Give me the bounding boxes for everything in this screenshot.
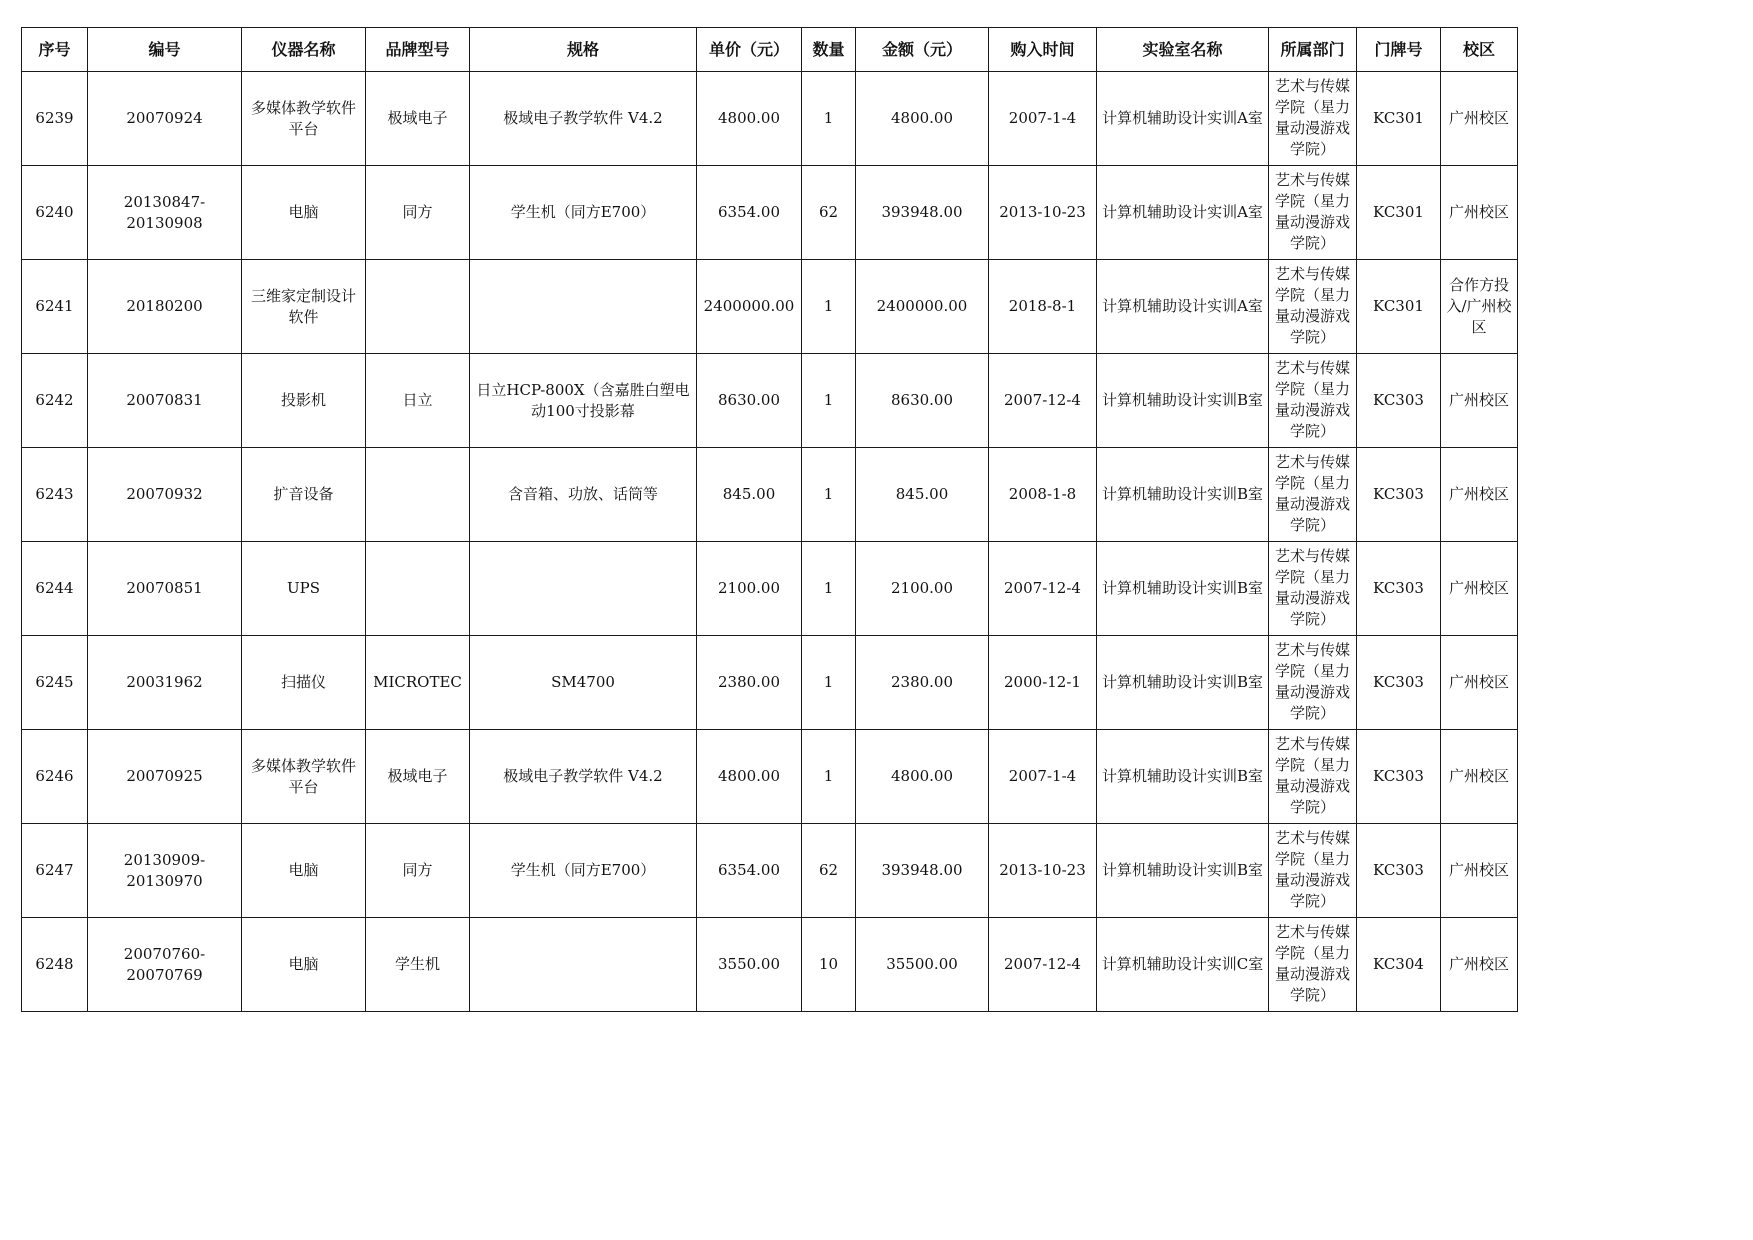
cell-name: 投影机 <box>242 354 366 448</box>
cell-amount: 4800.00 <box>856 730 989 824</box>
cell-name: 扫描仪 <box>242 636 366 730</box>
cell-spec: SM4700 <box>470 636 697 730</box>
cell-campus: 广州校区 <box>1441 354 1518 448</box>
cell-lab: 计算机辅助设计实训B室 <box>1097 542 1269 636</box>
cell-amount: 8630.00 <box>856 354 989 448</box>
cell-name: 电脑 <box>242 166 366 260</box>
table-header <box>22 28 1518 72</box>
cell-amount: 2100.00 <box>856 542 989 636</box>
cell-qty: 1 <box>802 542 856 636</box>
cell-room: KC303 <box>1357 542 1441 636</box>
cell-room: KC301 <box>1357 166 1441 260</box>
cell-brand <box>366 542 470 636</box>
dept-text: 艺术与传媒学院（星力量动漫游戏学院） <box>1274 829 1350 910</box>
table-row <box>22 824 1518 918</box>
cell-dept <box>1269 636 1357 730</box>
dept-text: 艺术与传媒学院（星力量动漫游戏学院） <box>1274 547 1350 628</box>
dept-text: 艺术与传媒学院（星力量动漫游戏学院） <box>1274 171 1350 252</box>
header-seq: 序号 <box>22 28 88 72</box>
cell-date: 2018-8-1 <box>989 260 1097 354</box>
cell-date: 2000-12-1 <box>989 636 1097 730</box>
header-date: 购入时间 <box>989 28 1097 72</box>
cell-amount: 2380.00 <box>856 636 989 730</box>
header-amount: 金额（元） <box>856 28 989 72</box>
cell-spec: 学生机（同方E700） <box>470 824 697 918</box>
table-body <box>22 72 1518 1012</box>
cell-spec: 极域电子教学软件 V4.2 <box>470 72 697 166</box>
cell-amount: 4800.00 <box>856 72 989 166</box>
cell-code: 20070924 <box>88 72 242 166</box>
cell-spec <box>470 918 697 1012</box>
cell-name: UPS <box>242 542 366 636</box>
cell-seq: 6243 <box>22 448 88 542</box>
cell-campus: 合作方投入/广州校区 <box>1441 260 1518 354</box>
cell-date: 2007-1-4 <box>989 730 1097 824</box>
cell-lab: 计算机辅助设计实训B室 <box>1097 730 1269 824</box>
cell-amount: 845.00 <box>856 448 989 542</box>
cell-seq: 6242 <box>22 354 88 448</box>
cell-code: 20031962 <box>88 636 242 730</box>
cell-lab: 计算机辅助设计实训A室 <box>1097 72 1269 166</box>
cell-campus: 广州校区 <box>1441 542 1518 636</box>
table-row <box>22 166 1518 260</box>
header-qty: 数量 <box>802 28 856 72</box>
cell-lab: 计算机辅助设计实训B室 <box>1097 448 1269 542</box>
cell-date: 2007-12-4 <box>989 918 1097 1012</box>
cell-date: 2007-12-4 <box>989 354 1097 448</box>
header-unit-price: 单价（元） <box>697 28 802 72</box>
cell-unit-price: 3550.00 <box>697 918 802 1012</box>
cell-spec: 含音箱、功放、话筒等 <box>470 448 697 542</box>
cell-date: 2007-1-4 <box>989 72 1097 166</box>
dept-text: 艺术与传媒学院（星力量动漫游戏学院） <box>1274 735 1350 816</box>
cell-code: 20070760-20070769 <box>88 918 242 1012</box>
dept-text: 艺术与传媒学院（星力量动漫游戏学院） <box>1274 77 1350 158</box>
cell-spec: 极域电子教学软件 V4.2 <box>470 730 697 824</box>
cell-brand: 同方 <box>366 166 470 260</box>
header-brand: 品牌型号 <box>366 28 470 72</box>
cell-code: 20180200 <box>88 260 242 354</box>
cell-seq: 6239 <box>22 72 88 166</box>
cell-name: 多媒体教学软件平台 <box>242 730 366 824</box>
cell-brand: MICROTEC <box>366 636 470 730</box>
cell-spec <box>470 542 697 636</box>
cell-seq: 6246 <box>22 730 88 824</box>
header-campus: 校区 <box>1441 28 1518 72</box>
cell-dept <box>1269 730 1357 824</box>
cell-qty: 1 <box>802 354 856 448</box>
cell-seq: 6244 <box>22 542 88 636</box>
cell-campus: 广州校区 <box>1441 918 1518 1012</box>
cell-qty: 62 <box>802 166 856 260</box>
cell-lab: 计算机辅助设计实训C室 <box>1097 918 1269 1012</box>
cell-name: 多媒体教学软件平台 <box>242 72 366 166</box>
cell-spec: 学生机（同方E700） <box>470 166 697 260</box>
cell-campus: 广州校区 <box>1441 72 1518 166</box>
equipment-table <box>21 27 1518 1012</box>
header-dept: 所属部门 <box>1269 28 1357 72</box>
header-room: 门牌号 <box>1357 28 1441 72</box>
cell-seq: 6240 <box>22 166 88 260</box>
table-row <box>22 730 1518 824</box>
dept-text: 艺术与传媒学院（星力量动漫游戏学院） <box>1274 359 1350 440</box>
cell-spec: 日立HCP-800X（含嘉胜白塑电动100寸投影幕 <box>470 354 697 448</box>
cell-brand <box>366 448 470 542</box>
cell-dept <box>1269 824 1357 918</box>
cell-unit-price: 845.00 <box>697 448 802 542</box>
cell-campus: 广州校区 <box>1441 448 1518 542</box>
cell-room: KC301 <box>1357 72 1441 166</box>
cell-dept <box>1269 260 1357 354</box>
cell-seq: 6248 <box>22 918 88 1012</box>
header-lab: 实验室名称 <box>1097 28 1269 72</box>
cell-unit-price: 2380.00 <box>697 636 802 730</box>
cell-code: 20070851 <box>88 542 242 636</box>
cell-qty: 62 <box>802 824 856 918</box>
cell-name: 扩音设备 <box>242 448 366 542</box>
cell-dept <box>1269 354 1357 448</box>
cell-name: 电脑 <box>242 824 366 918</box>
cell-seq: 6245 <box>22 636 88 730</box>
cell-date: 2013-10-23 <box>989 166 1097 260</box>
cell-brand: 日立 <box>366 354 470 448</box>
cell-brand <box>366 260 470 354</box>
cell-code: 20130909-20130970 <box>88 824 242 918</box>
cell-seq: 6247 <box>22 824 88 918</box>
cell-qty: 1 <box>802 260 856 354</box>
cell-brand: 极域电子 <box>366 72 470 166</box>
cell-lab: 计算机辅助设计实训B室 <box>1097 636 1269 730</box>
table-row <box>22 542 1518 636</box>
cell-code: 20070925 <box>88 730 242 824</box>
dept-text: 艺术与传媒学院（星力量动漫游戏学院） <box>1274 641 1350 722</box>
cell-unit-price: 6354.00 <box>697 824 802 918</box>
cell-unit-price: 4800.00 <box>697 730 802 824</box>
cell-unit-price: 6354.00 <box>697 166 802 260</box>
table-row <box>22 72 1518 166</box>
cell-brand: 极域电子 <box>366 730 470 824</box>
cell-name: 三维家定制设计软件 <box>242 260 366 354</box>
cell-campus: 广州校区 <box>1441 824 1518 918</box>
cell-dept <box>1269 72 1357 166</box>
cell-unit-price: 2400000.00 <box>697 260 802 354</box>
cell-brand: 同方 <box>366 824 470 918</box>
cell-dept <box>1269 166 1357 260</box>
cell-campus: 广州校区 <box>1441 730 1518 824</box>
cell-lab: 计算机辅助设计实训B室 <box>1097 354 1269 448</box>
cell-dept <box>1269 448 1357 542</box>
cell-campus: 广州校区 <box>1441 636 1518 730</box>
cell-lab: 计算机辅助设计实训B室 <box>1097 824 1269 918</box>
cell-date: 2013-10-23 <box>989 824 1097 918</box>
cell-room: KC303 <box>1357 636 1441 730</box>
cell-name: 电脑 <box>242 918 366 1012</box>
table-row <box>22 354 1518 448</box>
table-row <box>22 448 1518 542</box>
cell-room: KC303 <box>1357 824 1441 918</box>
header-name: 仪器名称 <box>242 28 366 72</box>
table-row <box>22 918 1518 1012</box>
header-code: 编号 <box>88 28 242 72</box>
cell-date: 2007-12-4 <box>989 542 1097 636</box>
table-row <box>22 636 1518 730</box>
cell-code: 20070831 <box>88 354 242 448</box>
cell-seq: 6241 <box>22 260 88 354</box>
dept-text: 艺术与传媒学院（星力量动漫游戏学院） <box>1274 453 1350 534</box>
header-row <box>22 28 1518 72</box>
cell-amount: 2400000.00 <box>856 260 989 354</box>
cell-qty: 1 <box>802 448 856 542</box>
cell-qty: 1 <box>802 72 856 166</box>
cell-dept <box>1269 542 1357 636</box>
cell-dept <box>1269 918 1357 1012</box>
cell-room: KC301 <box>1357 260 1441 354</box>
cell-room: KC303 <box>1357 730 1441 824</box>
dept-text: 艺术与传媒学院（星力量动漫游戏学院） <box>1274 923 1350 1004</box>
cell-code: 20070932 <box>88 448 242 542</box>
cell-room: KC303 <box>1357 448 1441 542</box>
cell-amount: 393948.00 <box>856 166 989 260</box>
table-row <box>22 260 1518 354</box>
cell-unit-price: 8630.00 <box>697 354 802 448</box>
cell-code: 20130847-20130908 <box>88 166 242 260</box>
header-spec: 规格 <box>470 28 697 72</box>
cell-room: KC304 <box>1357 918 1441 1012</box>
cell-date: 2008-1-8 <box>989 448 1097 542</box>
cell-unit-price: 2100.00 <box>697 542 802 636</box>
cell-spec <box>470 260 697 354</box>
cell-amount: 393948.00 <box>856 824 989 918</box>
cell-qty: 10 <box>802 918 856 1012</box>
dept-text: 艺术与传媒学院（星力量动漫游戏学院） <box>1274 265 1350 346</box>
cell-qty: 1 <box>802 730 856 824</box>
cell-room: KC303 <box>1357 354 1441 448</box>
cell-brand: 学生机 <box>366 918 470 1012</box>
cell-lab: 计算机辅助设计实训A室 <box>1097 166 1269 260</box>
cell-lab: 计算机辅助设计实训A室 <box>1097 260 1269 354</box>
cell-unit-price: 4800.00 <box>697 72 802 166</box>
cell-amount: 35500.00 <box>856 918 989 1012</box>
cell-campus: 广州校区 <box>1441 166 1518 260</box>
cell-qty: 1 <box>802 636 856 730</box>
